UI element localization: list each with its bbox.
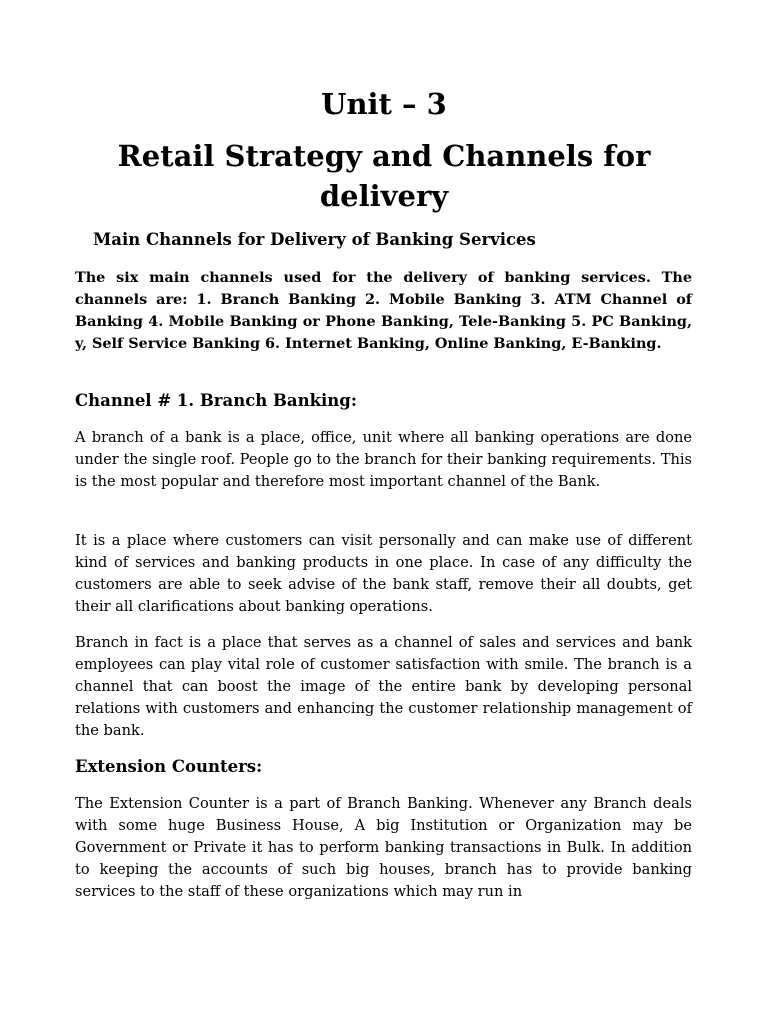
heading-branch-banking: Channel # 1. Branch Banking: — [75, 391, 357, 410]
section-subtitle: Main Channels for Delivery of Banking Services — [93, 230, 536, 249]
paragraph-extension-counter: The Extension Counter is a part of Branch Banking. Whenever any Branch deals with some huge Business House, A big Institution or Organization may be Government or Private it has to perform banking transactions in Bulk. In addition to keeping the accounts of such big houses, branch has to provide banking services to the staff of these organizations which may run in — [75, 795, 692, 900]
heading-extension-counters: Extension Counters: — [75, 757, 263, 776]
intro-paragraph: The six main channels used for the delivery of banking services. The channels are: 1. Branch Banking 2. Mobile Banking 3. ATM Channel of Banking 4. Mobile Banking or Phone Banking, Tele-Banking 5. PC Banking, y, Self Service Banking 6. Internet Banking, Online Banking, E-Banking. — [75, 269, 692, 352]
paragraph-branch-definition: A branch of a bank is a place, office, unit where all banking operations are done under the single roof. People go to the branch for their banking requirements. This is the most popular and therefore most important channel of the Bank. — [75, 429, 692, 490]
paragraph-branch-sales: Branch in fact is a place that serves as a channel of sales and services and bank employees can play vital role of customer satisfaction with smile. The branch is a channel that can boost the image of the entire bank by developing personal relations with customers and enhancing the customer relationship management of the bank. — [75, 634, 692, 739]
page-title: Retail Strategy and Channels for delivery — [117, 139, 651, 213]
paragraph-branch-services: It is a place where customers can visit personally and can make use of different kind of services and banking products in one place. In case of any difficulty the customers are able to seek advise of the bank staff, remove their all doubts, get their all clarifications about banking operations. — [75, 532, 692, 615]
unit-title: Unit – 3 — [321, 87, 447, 121]
